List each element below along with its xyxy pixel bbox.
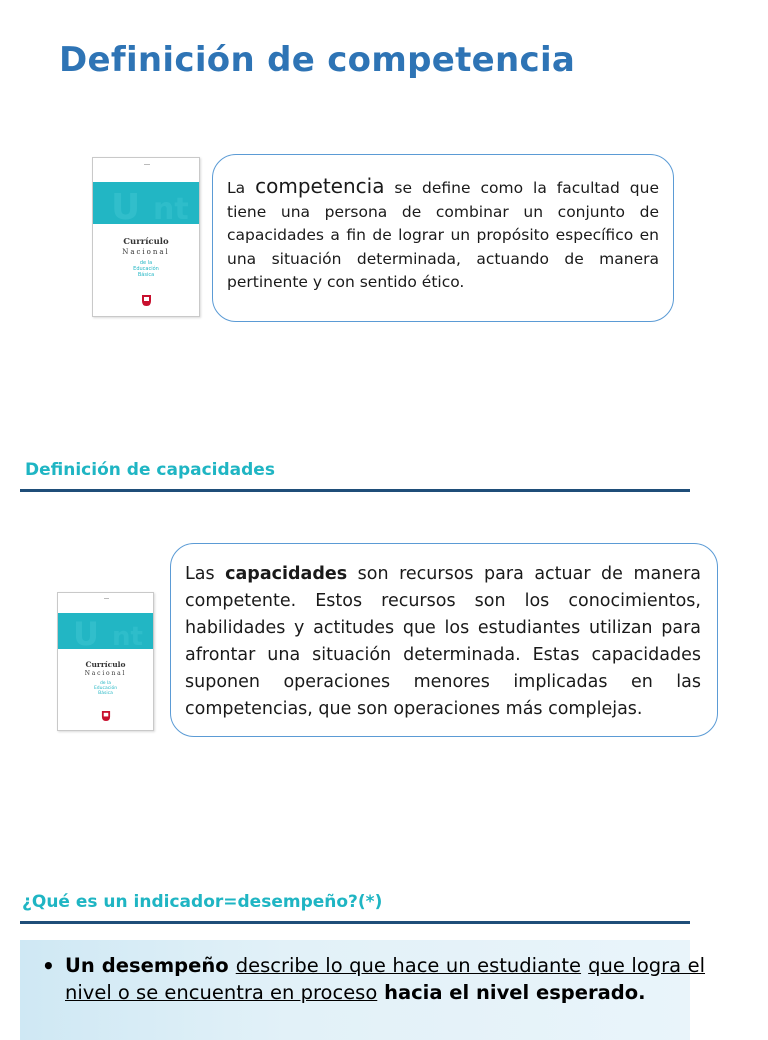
cover-2-top-mark xyxy=(104,598,110,599)
capacidades-term: capacidades xyxy=(225,564,348,584)
cover-top-mark xyxy=(144,164,150,165)
svg-text:nt: nt xyxy=(112,622,143,649)
competencia-term: competencia xyxy=(255,174,385,198)
desempeno-text xyxy=(65,952,705,1006)
desempeno-underlined-2: que logra el nivel o se encuentra en proceso xyxy=(65,954,706,1004)
capacidades-divider xyxy=(20,489,690,492)
indicador-divider xyxy=(20,921,690,924)
competencia-rest: se define como la facultad que tiene una persona de combinar un conjunto de capacidades a fin de lograr un propósito específico en una situación determinada, actuando de manera pertinente y con sentido ético. xyxy=(227,179,659,291)
svg-text:U: U xyxy=(111,187,141,224)
capacidades-definition-text xyxy=(185,561,701,723)
competencia-definition-text xyxy=(227,175,659,295)
desempeno-underlined-1: describe lo que hace un estudiante xyxy=(235,954,582,977)
cover-blue-line-1: de la xyxy=(139,260,153,266)
capacidades-definition-box xyxy=(170,543,718,737)
peru-seal-icon xyxy=(141,294,152,307)
bullet-marker: • xyxy=(42,954,55,978)
peru-seal-icon-2 xyxy=(101,710,111,722)
desempeno-text-3: hacia el nivel esperado. xyxy=(377,981,646,1004)
cover-teal-band xyxy=(93,182,199,224)
desempeno-panel xyxy=(20,940,706,1040)
capacidades-rest: son recursos para actuar de manera competente. Estos recursos son los conocimientos, habilidades y actitudes que los estudiantes utilizan para afrontar una situación determinada. Estas capacidades suponen operaciones menores implicadas en las competencias, que son operaciones más complejas. xyxy=(185,564,701,719)
cover-2-subtitle: Nacional xyxy=(84,670,127,677)
svg-text:U: U xyxy=(73,615,99,649)
capacidades-heading: Definición de capacidades xyxy=(25,460,275,480)
page-title: Definición de competencia xyxy=(59,40,576,80)
cover-title: Currículo xyxy=(123,237,169,247)
capacidades-lead: Las xyxy=(185,564,226,584)
svg-text:nt: nt xyxy=(153,192,189,224)
competencia-lead: La xyxy=(227,179,256,197)
cover-subtitle: Nacional xyxy=(122,248,170,256)
cover-blue-line-2: Educación xyxy=(133,266,159,272)
cover-2-blue-line-1: de la xyxy=(99,681,112,686)
competencia-definition-box xyxy=(212,154,674,322)
curriculo-book-cover-2 xyxy=(57,592,154,731)
cover-2-teal-band xyxy=(58,613,153,649)
cover-2-blue-line-2: Educación xyxy=(93,686,118,691)
indicador-heading: ¿Qué es un indicador=desempeño?(*) xyxy=(22,892,383,912)
curriculo-book-cover xyxy=(92,157,200,317)
cover-2-blue-line-3: Básica xyxy=(98,691,113,696)
cover-blue-line-3: Básica xyxy=(137,272,155,278)
cover-2-title: Currículo xyxy=(85,660,126,669)
desempeno-text-1: Un desempeño xyxy=(65,954,236,977)
